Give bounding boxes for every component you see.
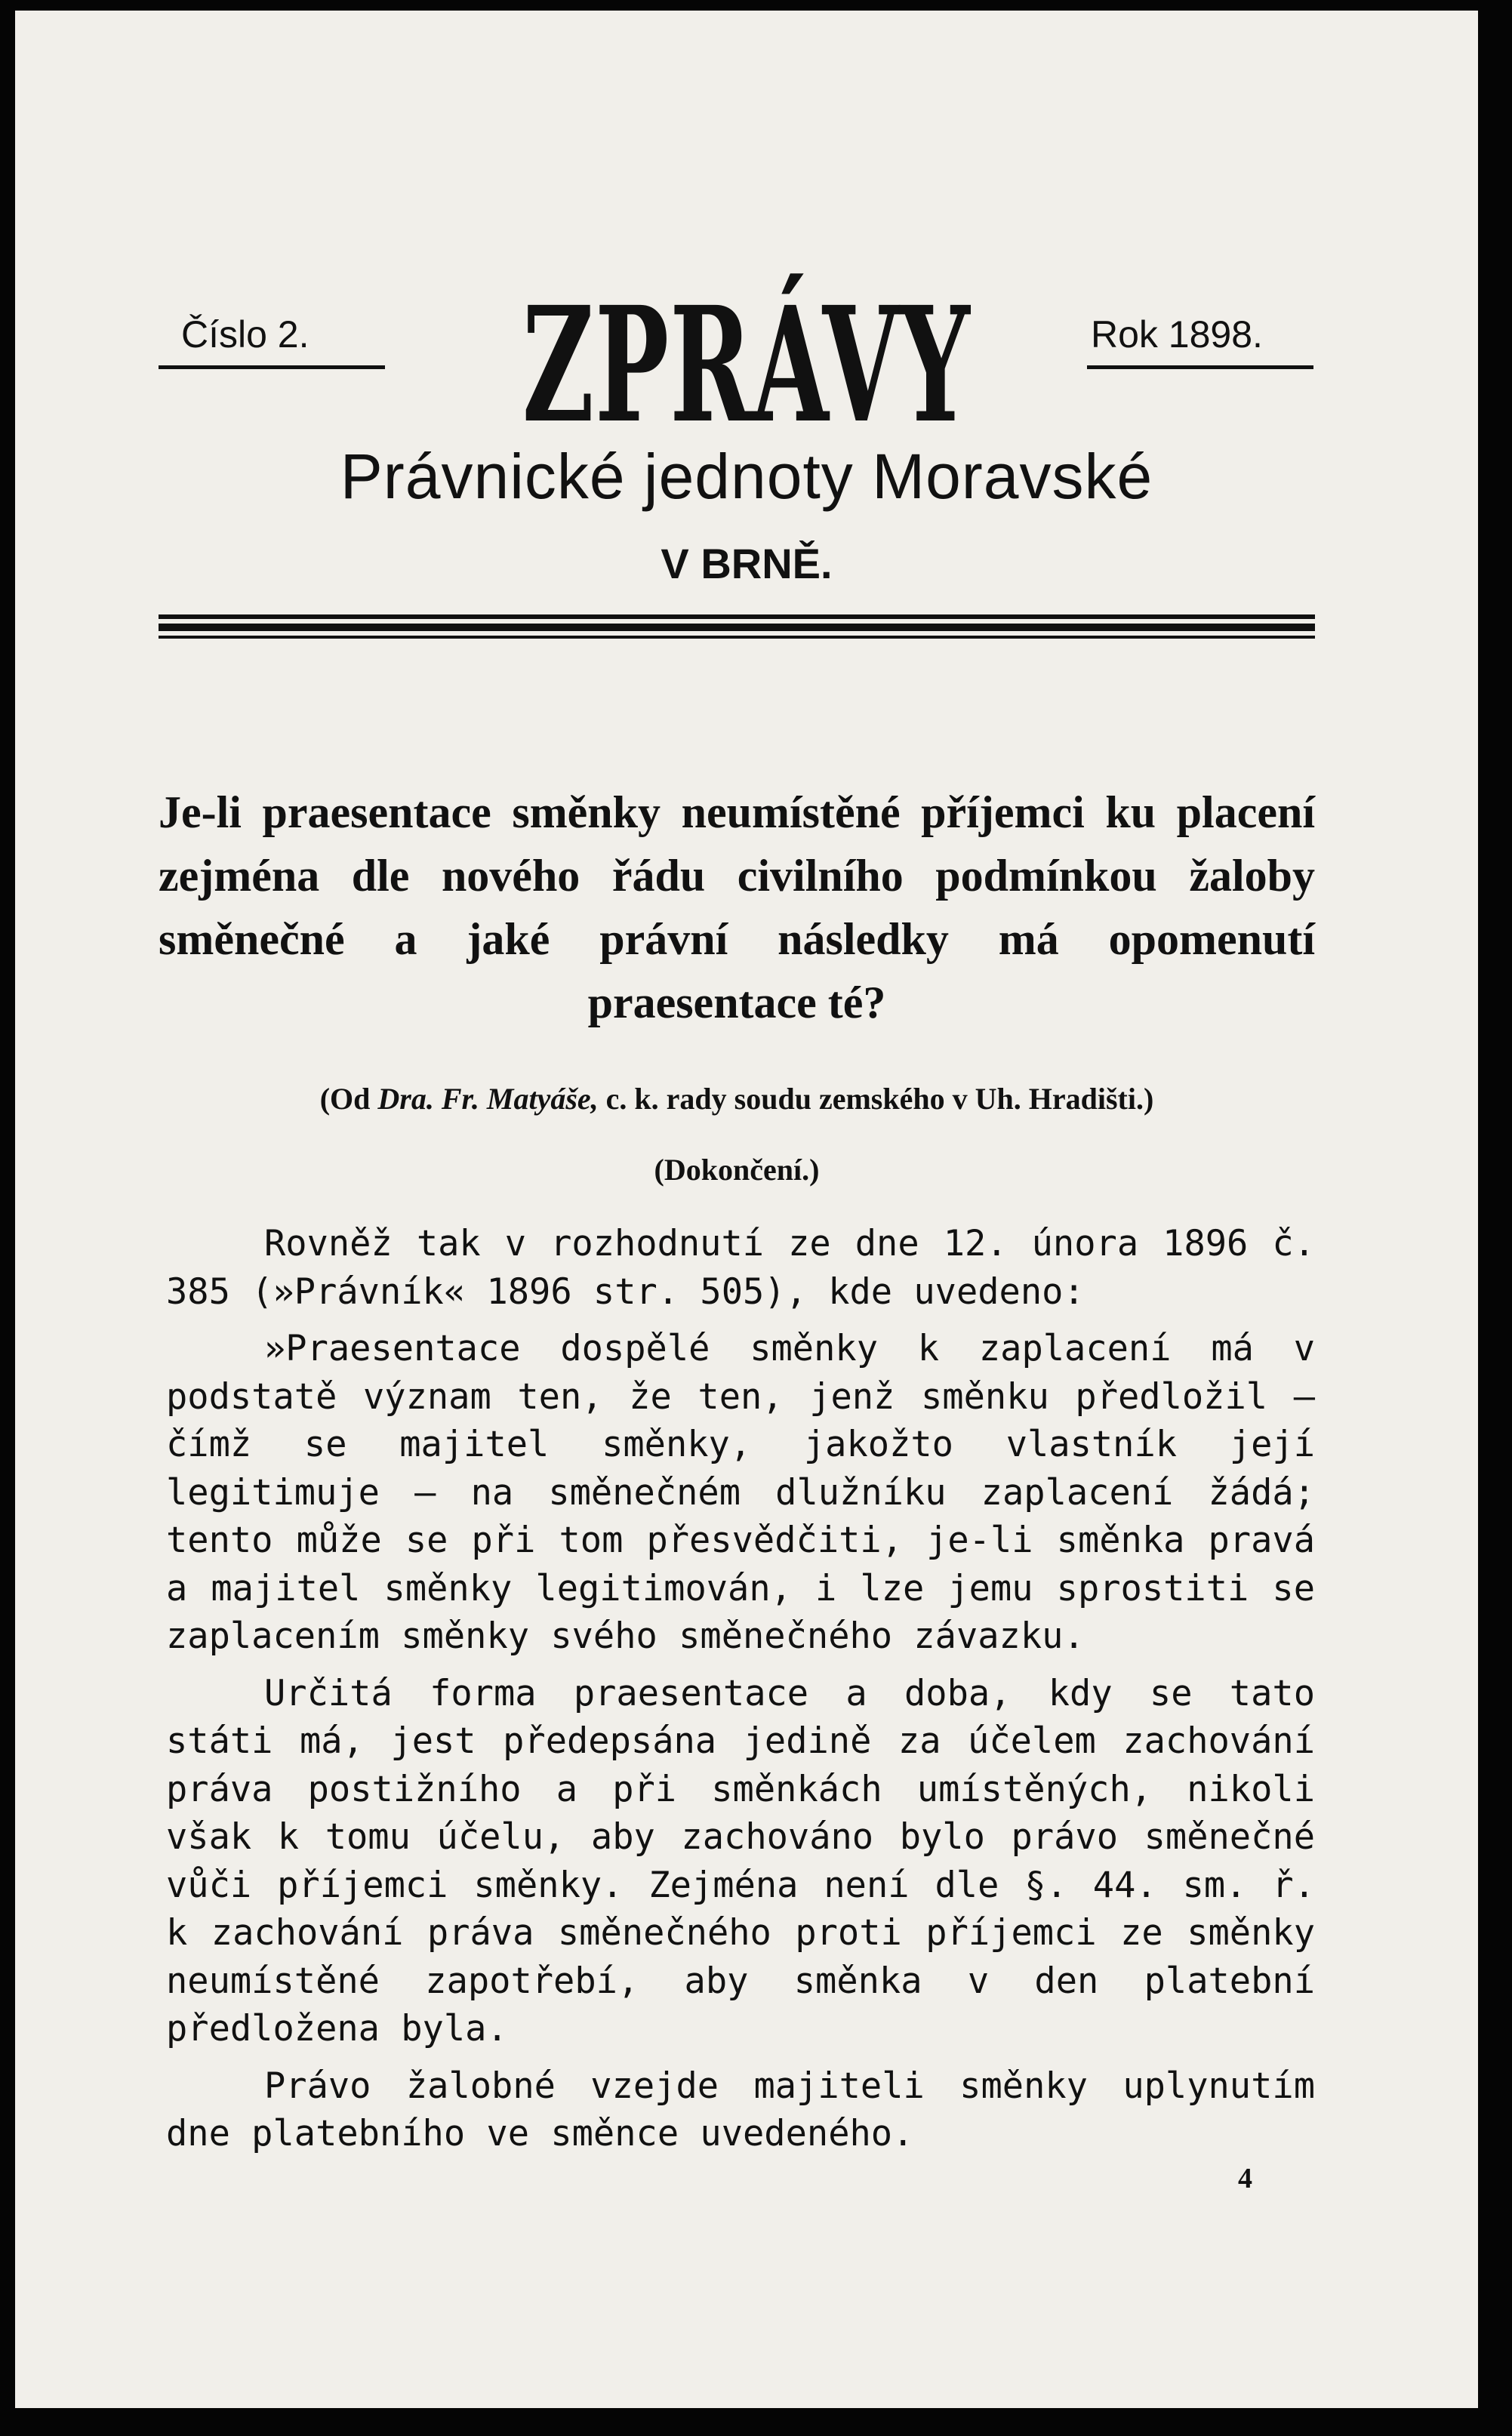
masthead-subtitle: Právnické jednoty Moravské xyxy=(340,441,1153,512)
divider-rule-bottom xyxy=(159,636,1315,639)
byline-author: Dra. Fr. Matyáše, xyxy=(377,1082,599,1116)
body-paragraph: Rovněž tak v rozhodnutí ze dne 12. února 1896 č. 385 (»Právník« 1896 str. 505), kde uvedeno: xyxy=(166,1223,1315,1313)
year-underline xyxy=(1087,365,1313,369)
masthead-title: ZPRÁVY xyxy=(522,272,972,458)
article-byline xyxy=(159,1081,1315,1116)
byline-open: (Od xyxy=(319,1082,371,1116)
divider-rule-top xyxy=(159,614,1315,619)
masthead-city: V BRNĚ. xyxy=(661,540,833,587)
page-number: 4 xyxy=(1238,2163,1252,2194)
divider-rule-middle xyxy=(159,624,1315,631)
body-paragraph: Určitá forma praesentace a doba, kdy se tato státi má, jest předepsána jedině za účelem zachování práva postižního a při směnkách umístěných, nikoli však k tomu účelu, aby zachováno bylo právo směnečné vůči příjemci směnky. Zejména není dle §. 44. sm. ř. k zachování práva směnečného proti příjemci ze směnky neumístěné zapotřebí, aby směnka v den platební předložena byla. xyxy=(166,1672,1315,2050)
body-paragraph: »Praesentace dospělé směnky k zaplacení má v podstatě význam ten, že ten, jenž směnku předložil — čímž se majitel směnky, jakožto vlastník její legitimuje — na směnečném dlužníku zaplacení žádá; tento může se při tom přesvědčiti, je-li směnka pravá a majitel směnky legitimován, i lze jemu sprostiti se zaplacením směnky svého směnečného závazku. xyxy=(166,1328,1315,1657)
issue-number: Číslo 2. xyxy=(181,313,309,356)
document-page xyxy=(15,11,1478,2408)
byline-rest: c. k. rady soudu zemského v Uh. Hradišti.) xyxy=(605,1082,1154,1116)
body-paragraph: Právo žalobné vzejde majiteli směnky uplynutím dne platebního ve směnce uvedeného. xyxy=(166,2065,1315,2154)
issue-year: Rok 1898. xyxy=(1091,313,1263,356)
article-body xyxy=(166,1220,1315,2158)
article-headline: Je-li praesentace směnky neumístěné příjemci ku placení zejména dle nového řádu civilního podmínkou žaloby směnečné a jaké právní následky má opomenutí praesentace té? xyxy=(159,787,1315,1027)
continuation-note: (Dokončení.) xyxy=(654,1153,820,1187)
